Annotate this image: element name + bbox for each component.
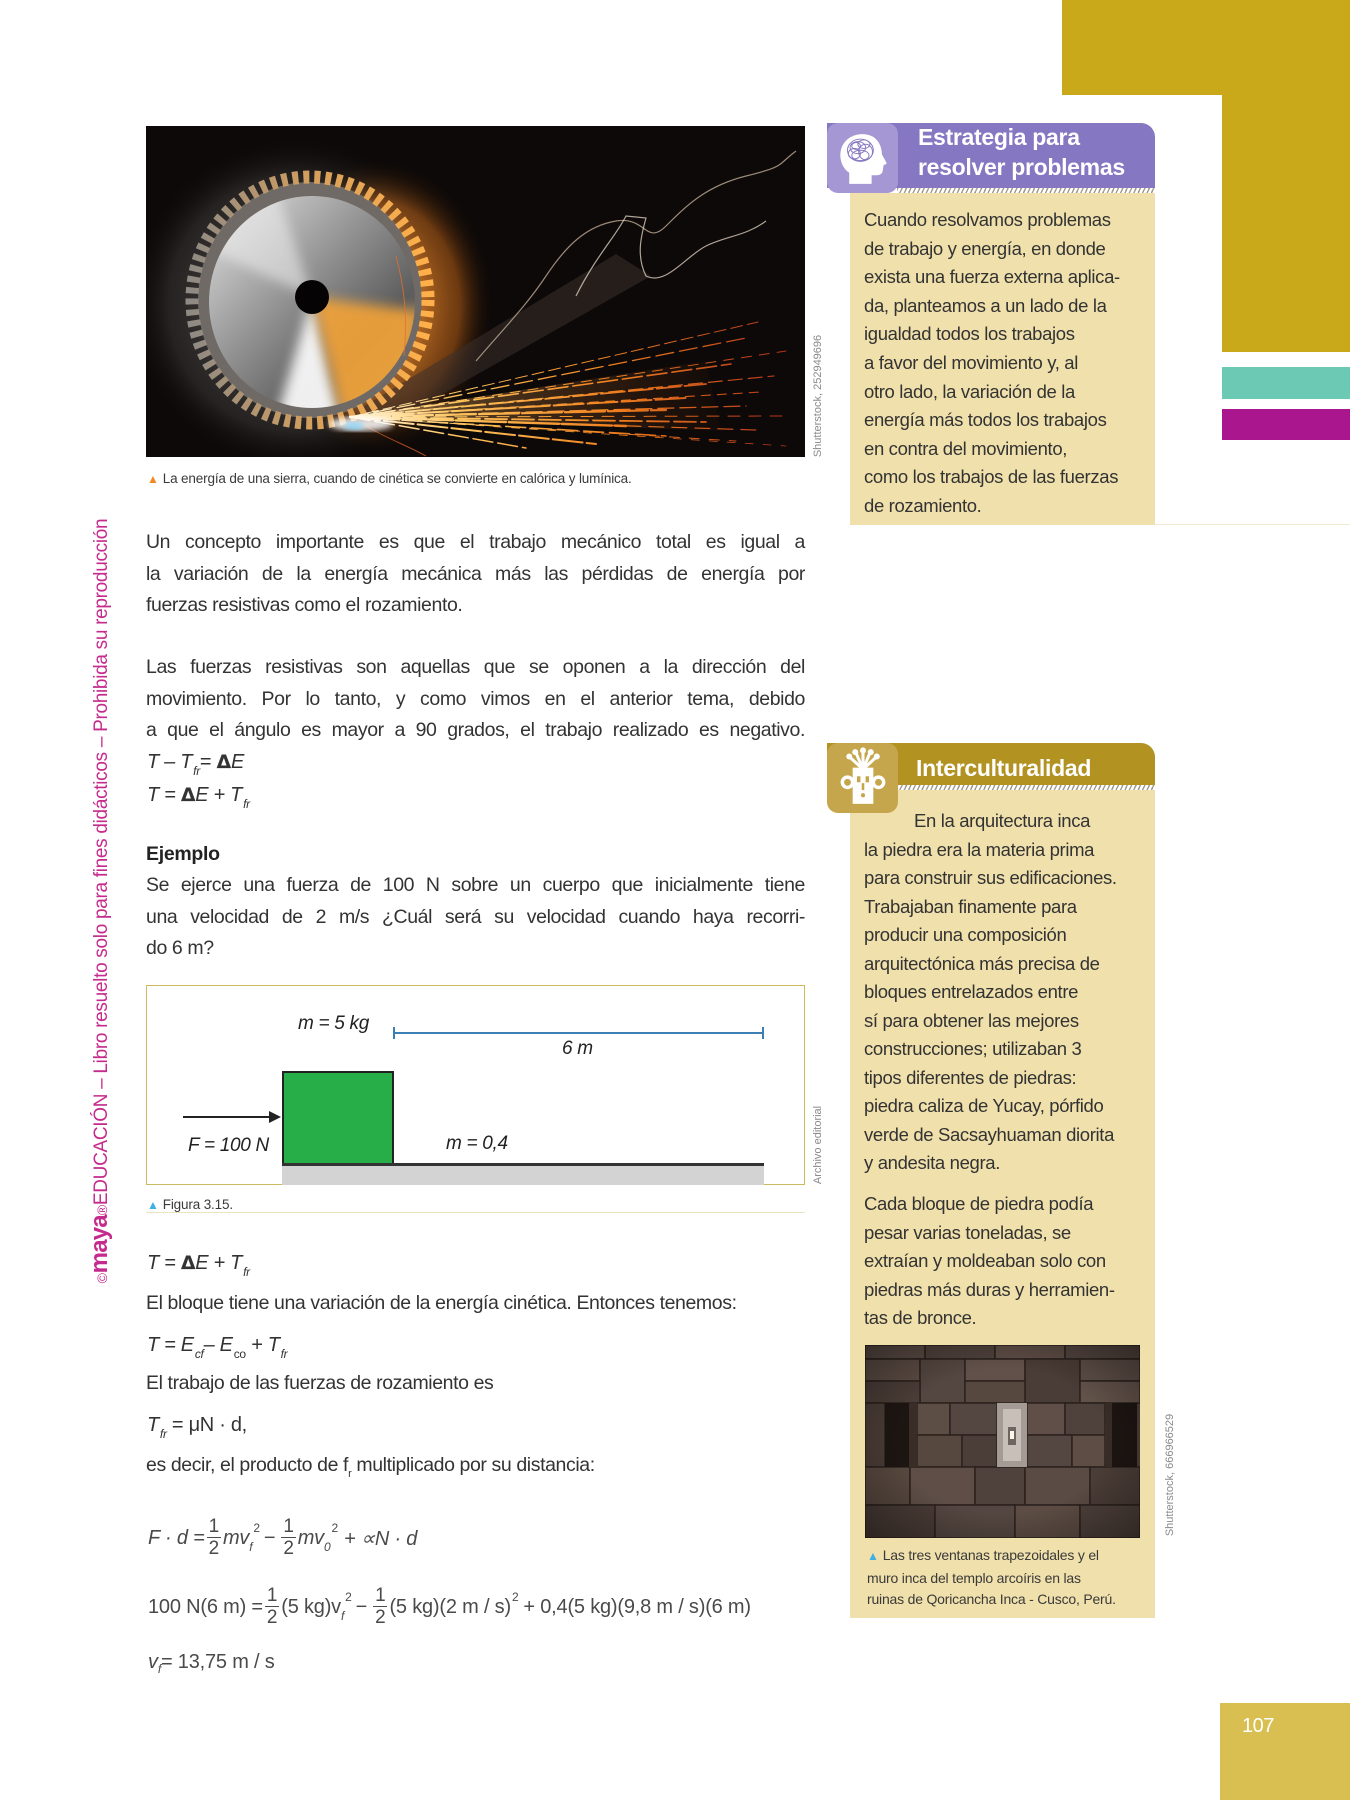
fraction-one-half: [265, 1586, 279, 1629]
box-line: pesar varias toneladas, se: [864, 1221, 1071, 1243]
eq-term: F · d =: [148, 1526, 205, 1549]
culture-header-stripe: [897, 785, 1155, 790]
paragraph-line: El bloque tiene una variación de la energía cinética. Entonces tenemos:: [146, 1292, 737, 1314]
dimension-tick-left: [393, 1027, 395, 1039]
box-line: piedras más duras y herramien-: [864, 1278, 1115, 1300]
friction-coefficient-label: m = 0,4: [446, 1133, 508, 1154]
mass-label: m = 5 kg: [298, 1013, 369, 1034]
box-line: energía más todos los trabajos: [864, 409, 1107, 431]
eq-term: mv: [297, 1526, 324, 1549]
mu-symbol: μ: [188, 1414, 200, 1436]
box-line: para construir sus edificaciones.: [864, 867, 1117, 888]
culture-icon-tile: [827, 743, 898, 813]
eq-term: + T: [245, 1334, 280, 1356]
box-line: como los trabajos de las fuerzas: [864, 466, 1119, 488]
paragraph-line: movimiento. Por lo tanto, y como vimos en el anterior tema, debido: [146, 687, 805, 710]
strategy-box-text: [864, 206, 1152, 521]
paragraph-line: Un concepto importante es que el trabajo mecánico total es igual a: [146, 531, 805, 553]
final-velocity-value: = 13,75 m / s: [160, 1650, 275, 1673]
caption-text: Figura 3.15.: [162, 1197, 233, 1212]
box-line: verde de Sacsayhuaman diorita: [864, 1123, 1115, 1145]
eq-subscript: 0: [323, 1540, 331, 1554]
paragraph-line: El trabajo de las fuerzas de rozamiento es: [146, 1372, 494, 1394]
page-number: 107: [1242, 1715, 1274, 1737]
solution-text-2: [146, 1368, 493, 1400]
eq-subscript: fr: [280, 1347, 288, 1361]
eq-term: T =: [147, 784, 181, 806]
caption-line: ruinas de Qoricancha Inca - Cusco, Perú.: [867, 1591, 1116, 1608]
fraction-numerator: 1: [266, 1584, 278, 1606]
teal-tab-stripe: [1222, 367, 1350, 399]
intro-paragraph-1: [146, 527, 805, 622]
fraction-denominator: 2: [283, 1537, 294, 1559]
eq-subscript: co: [233, 1347, 246, 1361]
force-label: F = 100 N: [188, 1135, 269, 1156]
equation-final-velocity: [148, 1646, 275, 1678]
intro-paragraph-2: [146, 652, 805, 747]
eq-term: T: [147, 1414, 159, 1436]
eq-term: v: [148, 1650, 158, 1673]
eq-term: (5 kg)(2 m / s): [389, 1595, 511, 1618]
eq-operator: −: [355, 1595, 368, 1618]
strategy-icon-tile: [827, 123, 898, 193]
inca-wall-photo: [865, 1345, 1140, 1538]
distance-label: 6 m: [562, 1038, 593, 1059]
head-brain-icon: [832, 127, 894, 189]
box-line: de trabajo y energía, en donde: [864, 237, 1106, 259]
eq-subscript: fr: [193, 764, 200, 778]
page-number-tab: [1220, 1703, 1350, 1800]
eq-subscript: fr: [159, 1427, 167, 1441]
culture-paragraph-1: [864, 807, 1152, 1178]
fraction-numerator: 1: [375, 1584, 386, 1606]
box-line: y andesita negra.: [864, 1152, 1000, 1173]
dimension-tick-right: [762, 1027, 764, 1039]
box-line: da, planteamos a un lado de la: [864, 294, 1107, 316]
copyright-watermark: [86, 486, 114, 1316]
copyright-symbol: ©: [94, 1273, 110, 1284]
box-line: arquitectónica más precisa de: [864, 952, 1100, 974]
inca-photo-caption: [867, 1545, 1116, 1611]
caption-line: muro inca del templo arcoíris en las: [867, 1569, 1081, 1586]
solution-text-1: [146, 1288, 737, 1320]
eq-term: mv: [222, 1526, 250, 1549]
saw-photo-credit: Shutterstock, 252949696: [812, 334, 824, 458]
caption-triangle-icon: ▲: [867, 1549, 879, 1563]
eq-term: N · d,: [199, 1414, 247, 1436]
eq-term: T – T: [147, 751, 193, 773]
example-statement: [146, 870, 805, 965]
fraction-one-half: [207, 1517, 221, 1560]
text-part: es decir, el producto de f: [146, 1454, 349, 1476]
diagram-credit: Archivo editorial: [812, 1105, 824, 1185]
box-line: sí para obtener las mejores: [864, 1009, 1079, 1031]
paragraph-line: fuerzas resistivas como el rozamiento.: [146, 594, 463, 616]
fraction-numerator: 1: [283, 1515, 294, 1537]
eq-term: + ∝N · d: [343, 1527, 418, 1550]
fraction-denominator: 2: [375, 1606, 386, 1628]
brand-logo-maya: maya: [86, 1215, 113, 1274]
box-line: igualdad todos los trabajos: [864, 323, 1075, 345]
equation-energy-balance: [148, 1512, 417, 1564]
eq-operator: −: [263, 1526, 276, 1549]
box-line: producir una composición: [864, 924, 1067, 945]
box-line: Trabajaban finamente para: [864, 895, 1077, 917]
delta-symbol: Δ: [180, 1252, 196, 1274]
eq-term: 100 N(6 m) =: [148, 1595, 263, 1618]
equation-work-total: [147, 779, 250, 811]
fraction-denominator: 2: [208, 1537, 219, 1559]
distance-dimension-line: [393, 1032, 764, 1034]
green-block: [282, 1071, 394, 1165]
box-line: tas de bronce.: [864, 1307, 977, 1328]
eq-term: =: [166, 1414, 189, 1436]
eq-superscript: 2: [345, 1590, 352, 1604]
box-line: en contra del movimiento,: [864, 437, 1068, 459]
box-line: otro lado, la variación de la: [864, 380, 1075, 402]
eq-superscript: 2: [511, 1590, 519, 1604]
eq-term: (5 kg)v: [281, 1595, 341, 1618]
strategy-header-stripe: [897, 188, 1155, 193]
box-line: a favor del movimiento y, al: [864, 351, 1079, 373]
eq-term: T =: [147, 1252, 181, 1274]
inca-photo-credit: Shutterstock, 666966529: [1164, 1413, 1176, 1537]
paragraph-line: la variación de la energía mecánica más las pérdidas de energía por: [146, 562, 805, 585]
block-force-diagram: [146, 985, 805, 1185]
box-line: Cuando resolvamos problemas: [864, 209, 1111, 230]
eq-subscript: fr: [243, 1265, 250, 1279]
eq-superscript: 2: [253, 1521, 260, 1535]
force-arrow-head-icon: [269, 1111, 281, 1123]
ground-surface: [282, 1166, 764, 1185]
eq-term: E: [230, 751, 244, 773]
caption-triangle-icon: ▲: [147, 1198, 159, 1212]
eq-subscript: fr: [243, 797, 250, 811]
fraction-denominator: 2: [266, 1606, 278, 1628]
caption-text: Las tres ventanas trapezoidales y el: [882, 1547, 1099, 1563]
solution-text-3: [146, 1450, 595, 1485]
fraction-one-half: [373, 1586, 387, 1629]
caption-triangle-icon: ▲: [147, 472, 159, 486]
title-line: resolver problemas: [918, 153, 1125, 180]
eq-superscript: 2: [331, 1521, 338, 1535]
box-line: piedra caliza de Yucay, pórfido: [864, 1095, 1104, 1116]
inca-mask-icon: [832, 747, 894, 809]
caption-text: La energía de una sierra, cuando de cinética se convierte en calórica y lumínica.: [162, 471, 632, 486]
box-line: bloques entrelazados entre: [864, 981, 1079, 1002]
fraction-numerator: 1: [208, 1515, 219, 1537]
paragraph-line: Se ejerce una fuerza de 100 N sobre un cuerpo que inicialmente tiene: [146, 874, 805, 896]
eq-term: – E: [203, 1334, 233, 1356]
caption-line-1: [867, 1545, 1116, 1568]
culture-box-title: Interculturalidad: [916, 755, 1092, 781]
box-line: exista una fuerza externa aplica-: [864, 266, 1120, 288]
equation-work-friction: [147, 746, 244, 778]
inca-wall-illustration: [865, 1345, 1140, 1538]
equation-kinetic-energy: [147, 1329, 287, 1361]
fraction-one-half: [281, 1517, 295, 1560]
text-part: multiplicado por su distancia:: [351, 1454, 595, 1476]
box-line: tipos diferentes de piedras:: [864, 1066, 1077, 1088]
paragraph-line: a que el ángulo es mayor a 90 grados, el trabajo realizado es negativo.: [146, 719, 805, 741]
delta-symbol: Δ: [216, 751, 231, 773]
registered-symbol: ®: [94, 1205, 110, 1216]
eq-subscript: cf: [194, 1347, 204, 1361]
watermark-text: EDUCACIÓN – Libro resuelto solo para fines didácticos – Prohibida su reproducción: [91, 518, 112, 1206]
equation-work-total-repeat: [147, 1247, 250, 1279]
magenta-tab-stripe: [1222, 409, 1350, 440]
paragraph-line: do 6 m?: [146, 937, 214, 959]
box-line: extraían y moldeaban solo con: [864, 1250, 1106, 1271]
eq-term: T = E: [147, 1334, 194, 1356]
box-line: construcciones; utilizaban 3: [864, 1038, 1082, 1059]
eq-term: =: [199, 751, 217, 773]
eq-term: + 0,4(5 kg)(9,8 m / s)(6 m): [523, 1595, 751, 1618]
text-subscript: r: [348, 1468, 352, 1480]
paragraph-line: una velocidad de 2 m/s ¿Cuál será su velocidad cuando haya recorri-: [146, 905, 805, 928]
delta-symbol: Δ: [180, 784, 196, 806]
eq-subscript: f: [340, 1609, 345, 1623]
box-line: la piedra era la materia prima: [864, 838, 1095, 860]
equation-numeric-substitution: [148, 1581, 751, 1633]
eq-subscript: f: [249, 1540, 253, 1554]
corner-gold-block-tall: [1222, 0, 1350, 352]
eq-subscript: f: [157, 1662, 161, 1676]
box-line: de rozamiento.: [864, 494, 982, 516]
example-heading: Ejemplo: [146, 843, 220, 865]
box-line: Cada bloque de piedra podía: [864, 1193, 1094, 1214]
paragraph-line: Las fuerzas resistivas son aquellas que se oponen a la dirección del: [146, 656, 805, 678]
title-line: Estrategia para: [918, 124, 1080, 150]
force-arrow-shaft: [183, 1116, 271, 1118]
figure-caption-rule: [146, 1212, 805, 1213]
culture-paragraph-2: [864, 1190, 1152, 1333]
eq-term: E + T: [195, 784, 243, 806]
saw-photo-caption: [147, 470, 632, 488]
strategy-box-title: [918, 123, 1125, 182]
eq-term: E + T: [195, 1252, 243, 1274]
saw-photo: [146, 126, 805, 457]
box-baseline-rule: [1155, 524, 1350, 525]
box-line: En la arquitectura inca: [914, 810, 1091, 831]
circular-saw-sparks-illustration: [146, 126, 805, 457]
equation-friction-work: [147, 1409, 247, 1441]
